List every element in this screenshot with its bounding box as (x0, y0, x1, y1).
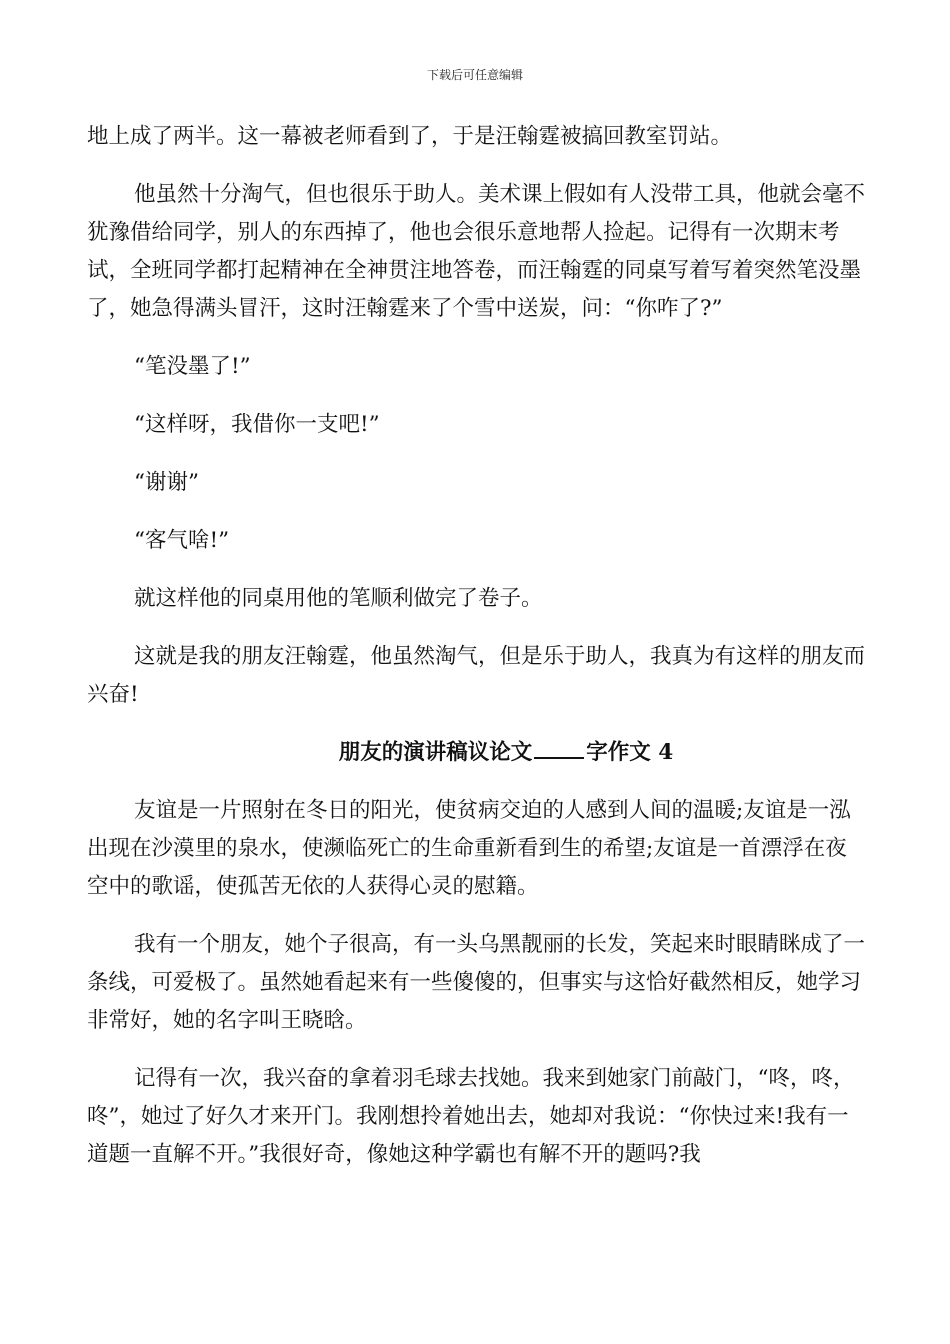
title-blank-line (534, 739, 584, 759)
page-header: 下载后可任意编辑 (426, 68, 523, 82)
paragraph: 就这样他的同桌用他的笔顺利做完了卷子。 (134, 586, 543, 611)
paragraph: 他虽然十分淘气，但也很乐于助人。美术课上假如有人没带工具，他就会毫不犹豫借给同学，别人的东西掉了，他也会很乐意地帮人捡起。记得有一次期末考试，全班同学都打起精神在全神贯注地答卷，而汪翰霆的同桌写着写着突然笔没墨了，她急得满头冒汗，这时汪翰霆来了个雪中送炭，问：“你咋了?” (87, 182, 866, 321)
paragraph: 我有一个朋友，她个子很高，有一头乌黑靓丽的长发，笑起来时眼睛眯成了一条线，可爱极了。虽然她看起来有一些傻傻的，但事实与这恰好截然相反，她学习非常好，她的名字叫王晓晗。 (87, 932, 866, 1033)
dialogue-line: “笔没墨了!” (134, 354, 251, 379)
paragraph: 友谊是一片照射在冬日的阳光，使贫病交迫的人感到人间的温暖;友谊是一泓出现在沙漠里的泉水，使濒临死亡的生命重新看到生的希望;友谊是一首漂浮在夜空中的歌谣，使孤苦无依的人获得心灵的慰籍。 (87, 798, 851, 899)
paragraph: 地上成了两半。这一幕被老师看到了，于是汪翰霆被搞回教室罚站。 (87, 124, 733, 149)
section-title-part1: 朋友的演讲稿议论文 (338, 740, 533, 765)
dialogue-line: “客气啥!” (134, 528, 230, 553)
dialogue-line: “谢谢” (134, 470, 199, 495)
section-title (87, 734, 865, 772)
document-body (87, 118, 865, 1174)
section-title-part2: 字作文 4 (586, 740, 674, 765)
paragraph: 记得有一次，我兴奋的拿着羽毛球去找她。我来到她家门前敲门，“咚，咚，咚”，她过了好久才来开门。我刚想拎着她出去，她却对我说：“你快过来!我有一道题一直解不开。”我很好奇，像她这种学霸也有解不开的题吗?我 (87, 1066, 855, 1167)
paragraph: 这就是我的朋友汪翰霆，他虽然淘气，但是乐于助人，我真为有这样的朋友而兴奋! (87, 644, 866, 707)
dialogue-line: “这样呀，我借你一支吧!” (134, 412, 380, 437)
